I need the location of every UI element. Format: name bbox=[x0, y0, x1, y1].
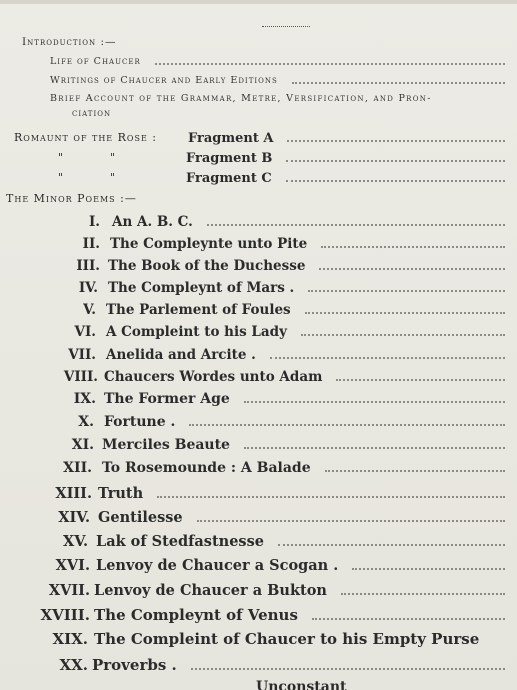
poem-title: Fortune . bbox=[104, 414, 176, 430]
minor-poems-heading: The Minor Poems :— bbox=[6, 192, 137, 205]
poem-number: XVIII. bbox=[40, 606, 90, 624]
poem-title: The Compleynt of Venus bbox=[94, 606, 298, 624]
dot-leader bbox=[336, 379, 505, 381]
poem-number: XIX. bbox=[52, 630, 88, 648]
page-top-edge bbox=[0, 0, 517, 4]
poem-title: Anelida and Arcite . bbox=[106, 347, 256, 363]
poem-number: III. bbox=[76, 258, 100, 274]
dot-leader bbox=[341, 593, 505, 595]
poem-title: An A. B. C. bbox=[112, 214, 193, 230]
poem-number: XII. bbox=[63, 460, 92, 476]
poem-title: To Rosemounde : A Balade bbox=[102, 460, 311, 476]
dot-leader bbox=[312, 618, 505, 620]
introduction-heading: Introduction :— bbox=[22, 36, 117, 48]
dot-leader bbox=[301, 334, 505, 336]
poem-title: The Book of the Duchesse bbox=[108, 258, 306, 274]
poem-number: XIV. bbox=[58, 509, 90, 526]
dot-leader bbox=[244, 447, 505, 449]
poem-title: Lak of Stedfastnesse bbox=[96, 533, 264, 550]
poem-title: The Parlement of Foules bbox=[106, 302, 291, 318]
poem-title: Gentilesse bbox=[98, 509, 183, 526]
poem-number: VII. bbox=[68, 347, 96, 363]
poem-number: XVI. bbox=[55, 557, 90, 574]
dot-leader bbox=[325, 470, 505, 472]
poem-title: Lenvoy de Chaucer a Bukton bbox=[94, 582, 327, 599]
intro-item: Writings of Chaucer and Early Editions bbox=[50, 75, 278, 86]
poem-number: XX. bbox=[59, 656, 88, 674]
dot-leader bbox=[286, 180, 505, 182]
fragment-c: Fragment C bbox=[186, 171, 272, 186]
poem-number: I. bbox=[88, 214, 100, 230]
poem-title: Truth bbox=[98, 485, 144, 502]
intro-item: Brief Account of the Grammar, Metre, Versification, and Pron- bbox=[50, 93, 432, 104]
ditto-mark: " bbox=[110, 171, 116, 184]
poem-number: XV. bbox=[62, 533, 88, 550]
dot-leader bbox=[308, 290, 505, 292]
poem-number: IV. bbox=[78, 280, 98, 296]
ditto-mark: " bbox=[58, 151, 64, 164]
dot-leader bbox=[155, 63, 505, 65]
poem-title: Unconstant bbox=[256, 679, 347, 690]
poem-number: VIII. bbox=[63, 369, 98, 385]
dot-leader bbox=[321, 246, 505, 248]
poem-title: Merciles Beaute bbox=[102, 437, 230, 453]
poem-title: Chaucers Wordes unto Adam bbox=[104, 369, 323, 385]
poem-number: IX. bbox=[73, 391, 96, 407]
dot-leader bbox=[292, 82, 505, 84]
poem-title: The Compleynt of Mars . bbox=[108, 280, 295, 296]
ornament-rule bbox=[262, 26, 310, 29]
poem-title: The Former Age bbox=[104, 391, 230, 407]
dot-leader bbox=[207, 224, 505, 226]
dot-leader bbox=[352, 568, 505, 570]
dot-leader bbox=[286, 160, 505, 162]
dot-leader bbox=[244, 401, 505, 403]
poem-number: XVII. bbox=[48, 582, 90, 599]
poem-number: VI. bbox=[74, 324, 96, 340]
ditto-mark: " bbox=[110, 151, 116, 164]
fragment-b: Fragment B bbox=[186, 151, 273, 166]
poem-title: The Compleint of Chaucer to his Empty Purse bbox=[94, 630, 480, 648]
dot-leader bbox=[319, 268, 505, 270]
fragment-a: Fragment A bbox=[188, 131, 274, 146]
poem-title: Lenvoy de Chaucer a Scogan . bbox=[96, 557, 339, 574]
dot-leader bbox=[270, 357, 505, 359]
poem-title: Proverbs . bbox=[92, 656, 177, 674]
dot-leader bbox=[197, 520, 505, 522]
poem-number: V. bbox=[83, 302, 96, 318]
poem-number: X. bbox=[78, 414, 94, 430]
dot-leader bbox=[189, 424, 505, 426]
romaunt-heading: Romaunt of the Rose : bbox=[14, 131, 158, 144]
intro-item-continuation: ciation bbox=[72, 108, 112, 119]
dot-leader bbox=[305, 312, 505, 314]
dot-leader bbox=[157, 496, 505, 498]
dot-leader bbox=[191, 668, 505, 670]
ditto-mark: " bbox=[58, 171, 64, 184]
poem-number: XIII. bbox=[55, 485, 92, 502]
dot-leader bbox=[278, 544, 505, 546]
poem-number: XI. bbox=[71, 437, 94, 453]
poem-title: The Compleynte unto Pite bbox=[110, 236, 308, 252]
poem-title: A Compleint to his Lady bbox=[106, 324, 287, 340]
poem-number: II. bbox=[82, 236, 100, 252]
dot-leader bbox=[287, 140, 505, 142]
intro-item: Life of Chaucer bbox=[50, 56, 141, 67]
